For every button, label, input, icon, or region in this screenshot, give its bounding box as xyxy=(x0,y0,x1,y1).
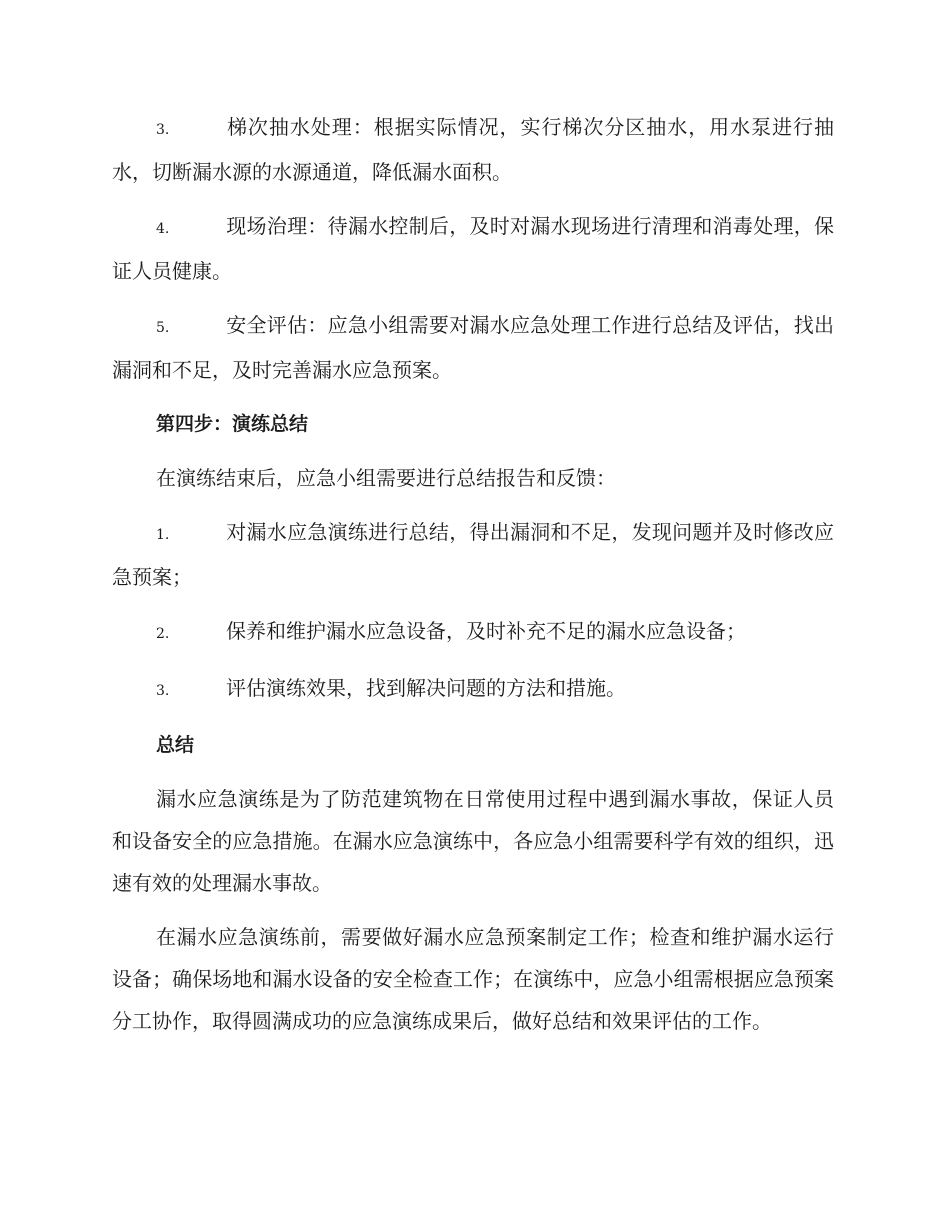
list-number: 4. xyxy=(156,221,170,237)
list-item xyxy=(112,511,834,598)
list-text: 保养和维护漏水应急设备，及时补充不足的漏水应急设备； xyxy=(226,619,746,643)
list-item xyxy=(112,304,834,391)
list-number: 3. xyxy=(156,683,170,699)
list-item xyxy=(112,106,834,193)
list-item xyxy=(112,205,834,292)
summary-paragraph-1: 漏水应急演练是为了防范建筑物在日常使用过程中遇到漏水事故，保证人员和设备安全的应急措施。在漏水应急演练中，各应急小组需要科学有效的组织，迅速有效的处理漏水事故。 xyxy=(112,787,834,895)
list-number: 3. xyxy=(156,122,170,138)
list-number: 5. xyxy=(156,320,170,336)
document-page xyxy=(112,106,834,1054)
list-text: 对漏水应急演练进行总结，得出漏洞和不足，发现问题并及时修改应急预案； xyxy=(112,520,834,589)
list-item xyxy=(112,667,834,712)
list-text: 梯次抽水处理：根据实际情况，实行梯次分区抽水，用水泵进行抽水，切断漏水源的水源通道，降低漏水面积。 xyxy=(112,115,834,184)
list-text: 评估演练效果，找到解决问题的方法和措施。 xyxy=(226,676,626,700)
list-text: 现场治理：待漏水控制后，及时对漏水现场进行清理和消毒处理，保证人员健康。 xyxy=(112,214,834,283)
list-number: 2. xyxy=(156,626,170,642)
list-number: 1. xyxy=(156,527,170,543)
list-text: 安全评估：应急小组需要对漏水应急处理工作进行总结及评估，找出漏洞和不足，及时完善漏水应急预案。 xyxy=(112,313,834,382)
step4-intro: 在演练结束后，应急小组需要进行总结报告和反馈： xyxy=(156,466,616,490)
section-heading-summary: 总结 xyxy=(156,734,195,756)
list-item xyxy=(112,610,834,655)
section-heading-step4: 第四步：演练总结 xyxy=(156,413,309,435)
summary-paragraph-2: 在漏水应急演练前，需要做好漏水应急预案制定工作；检查和维护漏水运行设备；确保场地和漏水设备的安全检查工作；在演练中，应急小组需根据应急预案分工协作，取得圆满成功的应急演练成果后，做好总结和效果评估的工作。 xyxy=(112,925,834,1033)
